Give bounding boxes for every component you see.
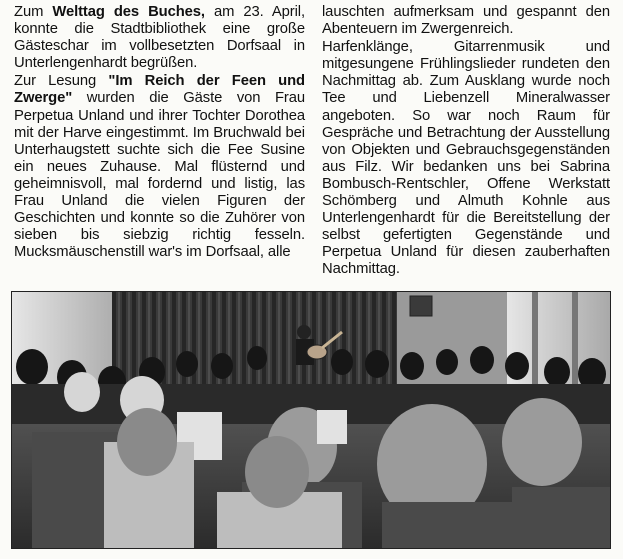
wall-picture: [410, 296, 432, 316]
event-photo: [11, 291, 611, 549]
text-span: Zum: [14, 4, 53, 20]
text-span: Zur Lesung: [14, 73, 109, 90]
article-column-right: [322, 4, 610, 279]
photo-illustration: [12, 292, 610, 548]
article-column-left: [14, 4, 305, 261]
paragraph-closing: Harfenklänge, Gitarrenmusik und mitgesungene Frühlingslieder rundeten den Nachmittag ab. Zum Ausklang wurde noch Tee und Liebenzell Mineralwasser angeboten. So war noch Raum für Gespräche und Betrachtung der Ausstellung von Objekten und Gebrauchsgegenständen aus Filz. Wir bedanken uns bei Sabrina Bombusch-Rentschler, Offene Werkstatt Schömberg und Almuth Kohnle aus Unterlengenhardt für die Bereitstellung der selbst gefertigten Gegenstände und Perpetua Unland für diesen zauberhaften Nachmittag.: [322, 39, 610, 278]
paragraph-continuation: lauschten aufmerksam und gespannt den Abenteuern im Zwergenreich.: [322, 4, 610, 38]
event-name: Welttag des Buches,: [52, 4, 205, 20]
reading-title: "Im Reich der Feen und Zwerge": [14, 73, 305, 107]
text-span: wurden die Gäste von Frau Perpetua Unland und ihrer Tochter Dorothea mit der Harve eingestimmt. Im Bruchwald bei Unterhaugstett suchte sich die Fee Susine ein neues Zuhause. Mal flüsternd und geheimnisvoll, mal fordernd und listig, las Frau Unland die vielen Figuren der Geschichten und konnte so die Zuhörer von sieben bis siebzig richtig fesseln. Mucksmäuschenstill war's im Dorfsaal, alle: [14, 90, 305, 261]
paragraph-intro: [14, 4, 305, 72]
text-span: am 23. April, konnte die Stadtbibliothek eine große Gästeschar im vollbesetzten Dorfsaal in Unterlengenhardt begrüßen.: [14, 4, 305, 72]
paragraph-reading: [14, 73, 305, 261]
